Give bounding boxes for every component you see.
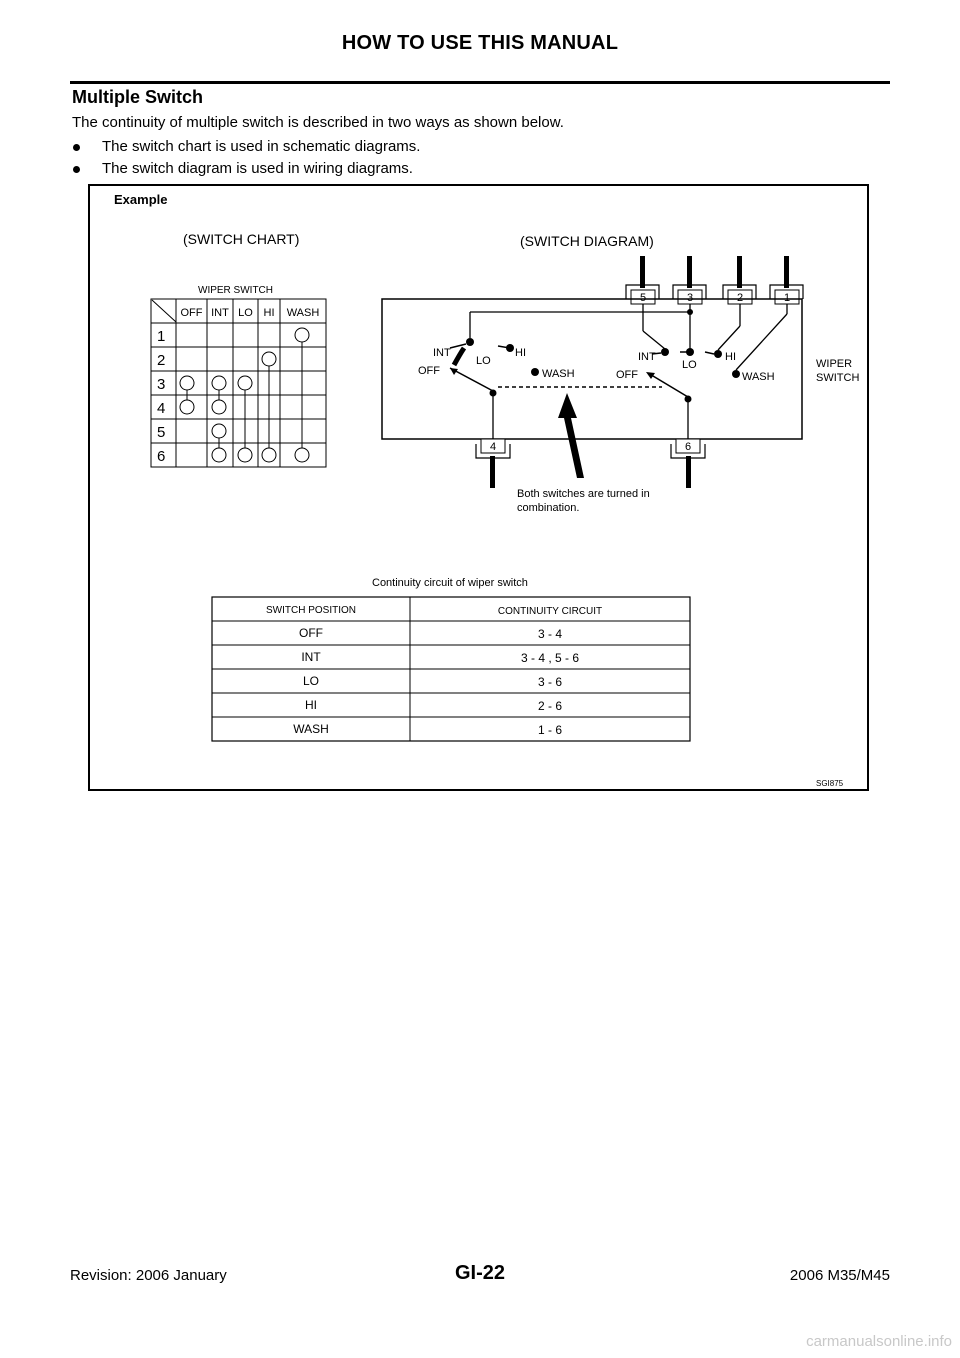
bullet-icon [73,144,80,151]
table-cell-circuit: 2 - 6 [537,699,563,713]
right-pos-wash: WASH [742,371,775,383]
connector-number: 5 [639,292,647,304]
connector-number: 2 [736,292,744,304]
chart-row-label: 2 [157,352,166,369]
component-label: WIPER [816,358,853,370]
table-cell-circuit: 3 - 4 , 5 - 6 [520,651,580,665]
table-header-position: SWITCH POSITION [266,605,356,616]
chart-row-label: 3 [157,376,166,393]
linkage-note: combination. [517,502,580,514]
table-cell-position: LO [302,674,320,688]
continuity-node [180,400,194,414]
wiper-switch-illustration [90,186,871,793]
diagram-caption: (SWITCH DIAGRAM) [520,233,654,249]
table-title: Continuity circuit of wiper switch [372,577,528,589]
left-pos-int: INT [433,347,451,359]
right-pos-lo: LO [682,359,697,371]
header-rule [70,81,890,84]
table-cell-position: INT [301,650,321,664]
right-pos-int: INT [638,351,656,363]
footer-revision: Revision: 2006 January [70,1267,227,1284]
right-pos-off: OFF [616,369,638,381]
example-label: Example [114,192,168,207]
table-cell-circuit: 3 - 6 [537,675,563,689]
switch-diagram [382,256,859,514]
component-label: SWITCH [816,372,860,384]
chart-col-lo: LO [238,307,253,319]
continuity-node [295,448,309,462]
continuity-node [238,448,252,462]
table-header-circuit: CONTINUITY CIRCUIT [497,606,603,617]
intro-paragraph: The continuity of multiple switch is described in two ways as shown below. [72,114,564,131]
left-pos-wash: WASH [542,368,575,380]
bullet-list [72,136,420,180]
continuity-node [212,376,226,390]
continuity-node [212,448,226,462]
continuity-node [212,400,226,414]
section-heading: Multiple Switch [72,87,204,107]
chart-row-label: 6 [157,448,166,465]
footer-page-number: GI-22 [454,1262,506,1284]
table-cell-position: OFF [299,626,323,640]
chart-row-label: 1 [157,328,166,345]
chart-row-label: 5 [157,424,166,441]
chart-col-int: INT [211,307,229,319]
continuity-node [180,376,194,390]
example-figure [88,184,869,791]
switch-body [382,299,802,439]
chart-corner-diagonal [152,300,176,322]
left-pos-lo: LO [476,355,491,367]
linkage-arrow [558,393,584,478]
continuity-node [212,424,226,438]
bullet-icon [73,166,80,173]
table-cell-position: HI [305,698,317,712]
chart-col-off: OFF [180,307,203,319]
chart-col-wash: WASH [286,307,320,319]
watermark: carmanualsonline.info [806,1333,952,1350]
bullet-text: The switch chart is used in schematic diagrams. [102,138,421,155]
connector-number: 3 [686,292,694,304]
connector-number: 1 [783,292,791,304]
chart-row-label: 4 [157,400,166,417]
chart-caption: (SWITCH CHART) [183,231,300,247]
connector-number: 6 [684,441,692,453]
bullet-text: The switch diagram is used in wiring diagrams. [102,160,413,177]
figure-code: SGI875 [816,779,844,788]
continuity-node [262,352,276,366]
connector-number: 4 [489,441,497,453]
continuity-node [238,376,252,390]
continuity-node [295,328,309,342]
chart-col-hi: HI [263,307,275,319]
bullet-item [72,136,420,158]
chart-title: WIPER SWITCH [198,285,273,296]
bullet-item [72,158,420,180]
footer-model: 2006 M35/M45 [789,1267,890,1284]
page-header-title: HOW TO USE THIS MANUAL [341,32,619,54]
continuity-table [212,577,690,741]
left-pos-hi: HI [515,347,526,359]
switch-chart [151,285,326,467]
continuity-node [262,448,276,462]
right-pos-hi: HI [725,351,736,363]
table-cell-circuit: 1 - 6 [537,723,563,737]
table-cell-position: WASH [293,722,329,736]
table-cell-circuit: 3 - 4 [537,627,563,641]
linkage-note: Both switches are turned in [517,488,650,500]
left-pos-off: OFF [418,365,440,377]
